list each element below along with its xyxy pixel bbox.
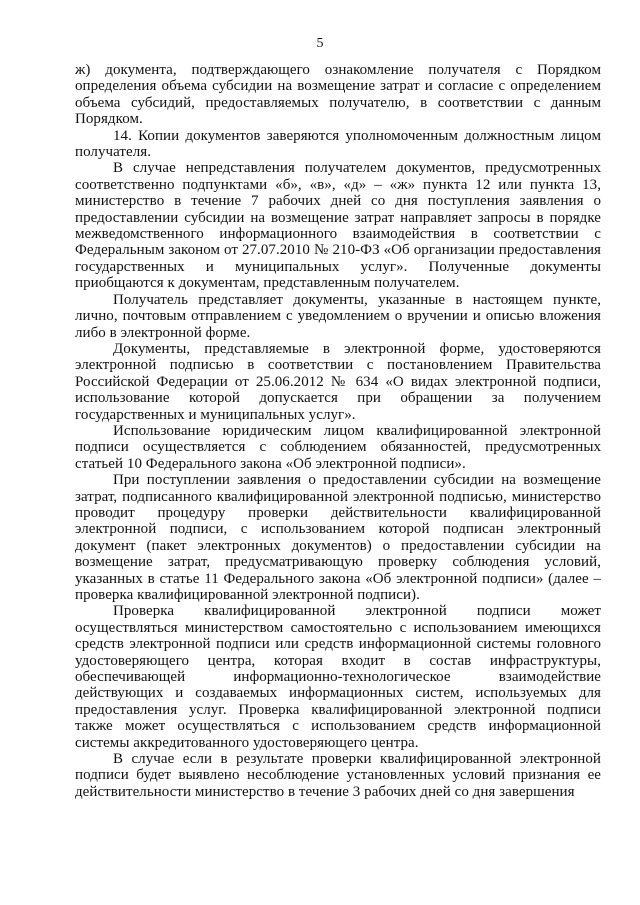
paragraph-verification-failure: В случае если в результате проверки квалифицированной электронной подписи будет выявлено несоблюдение установленных условий признания ее действительности министерство в течение 3 рабочих дней со дня завершения (75, 751, 601, 800)
paragraph-submission-methods: Получатель представляет документы, указанные в настоящем пункте, лично, почтовым отправлением с уведомлением о вручении и описью вложения либо в электронной форме. (75, 291, 601, 341)
paragraph-qualified-signature-use: Использование юридическим лицом квалифицированной электронной подписи осуществляется с соблюдением обязанностей, предусмотренных статьей 10 Федерального закона «Об электронной подписи». (75, 422, 601, 472)
page-number: 5 (316, 36, 324, 51)
document-body (75, 62, 601, 800)
paragraph-interagency-requests: В случае непредставления получателем документов, предусмотренных соответственно подпунктами «б», «в», «д» – «ж» пункта 12 или пункта 13, министерство в течение 7 рабочих дней со дня поступления заявления о предоставлении субсидии на возмещение затрат направляет запросы в порядке межведомственного информационного взаимодействия в соответствии с Федеральным законом от 27.07.2010 № 210-ФЗ «Об организации предоставления государственных и муниципальных услуг». Полученные документы приобщаются к документам, представленным получателем. (75, 160, 601, 292)
paragraph-electronic-signature: Документы, представляемые в электронной форме, удостоверяются электронной подписью в соответствии с постановлением Правительства Российской Федерации от 25.06.2012 № 634 «О видах электронной подписи, использование которой допускается при обращении за получением государственных и муниципальных услуг». (75, 340, 601, 423)
paragraph-signature-verification: При поступлении заявления о предоставлении субсидии на возмещение затрат, подписанного квалифицированной электронной подписью, министерство проводит процедуру проверки действительности квалифицированной электронной подписи, с использованием которой подписан электронный документ (пакет электронных документов) о предоставлении субсидии на возмещение затрат, предусматривающую проверку соблюдения условий, указанных в статье 11 Федерального закона «Об электронной подписи» (далее – проверка квалифицированной электронной подписи). (75, 472, 601, 603)
paragraph-item-14: 14. Копии документов заверяются уполномоченным должностным лицом получателя. (75, 127, 601, 161)
paragraph-subitem-zh: ж) документа, подтверждающего ознакомление получателя с Порядком определения объема субсидии на возмещение затрат и согласие с определением объема субсидий, предоставляемых получателю, в соответствии с данным Порядком. (75, 62, 601, 128)
paragraph-verification-means: Проверка квалифицированной электронной подписи может осуществляться министерством самостоятельно с использованием имеющихся средств электронной подписи или средств информационной системы головного удостоверяющего центра, которая входит в состав инфраструктуры, обеспечивающей информационно-технологическое взаимодействие действующих и создаваемых информационных систем, используемых для предоставления услуг. Проверка квалифицированной электронной подписи также может осуществляться с использованием средств информационной системы аккредитованного удостоверяющего центра. (75, 603, 601, 751)
